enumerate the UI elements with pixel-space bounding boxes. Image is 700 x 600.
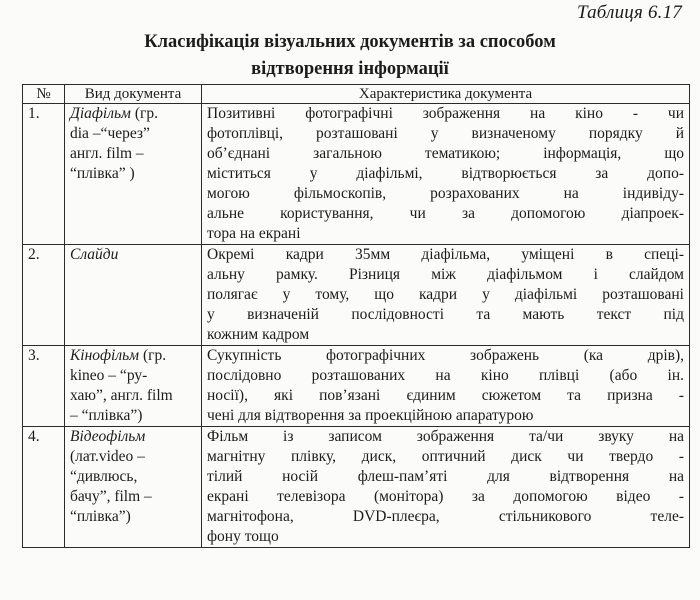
document-description-line: носії), які пов’язані єдиним сюжетом та призна - [207,387,684,404]
document-description-cell [202,104,690,245]
document-type-line [70,104,196,124]
document-description-line: послідовно розташованих на кіно плівці (або ін. [207,367,684,384]
document-type-cell [65,104,202,245]
classification-table [22,84,690,548]
document-description-line: магнітну плівку, диск, оптичний диск чи твердо - [207,448,684,465]
document-type-origin: “дивлюсь, [70,468,138,485]
document-type-name: Відеофільм [70,428,146,445]
header-type: Вид документа [65,85,202,104]
table-header-row [23,85,690,104]
document-description-line: фону тощо [207,528,279,545]
document-description-line: Окремі кадри 35мм діафільма, уміщені в спеці- [207,246,684,263]
document-description-cell [202,245,690,346]
table-title-line-1: Класифікація візуальних документів за способом [144,32,556,52]
document-type-origin: (гр. [139,347,167,364]
document-description-line: міститься у діафільмі, відтворюється за допо- [207,165,684,182]
document-type-cell [65,346,202,427]
document-type-origin: бачу”, film – [70,488,152,505]
document-type-origin: (лат.video – [70,448,145,465]
document-type-line [70,346,196,366]
document-description-cell [202,427,690,548]
document-description-line: чені для відтворення за проекційною апаратурою [207,407,534,424]
document-description-line: Сукупність фотографічних зображень (ка дрів), [207,347,684,364]
document-description-line: Фільм із записом зображення та/чи звуку на [207,428,684,445]
document-type-origin: англ. film – [70,145,144,162]
document-description-line: об’єднані загальною тематикою; інформація, що [207,145,684,162]
document-description-cell [202,346,690,427]
header-description: Характеристика документа [202,85,690,104]
table-body [23,104,690,548]
document-type-name: Діафільм [70,105,131,122]
document-type-origin: – “плівка”) [70,407,143,424]
table-title-line-2: відтворення інформації [251,59,449,79]
document-type-origin: (гр. [130,105,158,122]
table-row [23,427,690,548]
document-type-name: Кінофільм [70,347,140,364]
document-description-line: альну рамку. Різниця між діафільмом і слайдом [207,266,684,283]
document-type-origin: “плівка”) [70,508,131,525]
document-type-cell [65,427,202,548]
table-number: Таблиця 6.17 [577,2,682,23]
table-title [0,29,700,83]
document-type-origin: kineo – “ру- [70,367,148,384]
table-row [23,104,690,245]
document-type-origin: хаю”, англ. film [70,387,173,404]
document-type-name: Слайди [70,246,119,263]
table-row [23,245,690,346]
document-description-line: тілий носій флеш-пам’яті для відтворення на [207,468,684,485]
table-row [23,346,690,427]
document-description-line: полягає у тому, що кадри у діафільмі розташовані [207,286,684,303]
document-description-line: фотоплівці, розташовані у визначеному порядку й [207,125,684,142]
document-type-line [70,245,196,265]
document-type-cell [65,245,202,346]
document-description-line: Позитивні фотографічні зображення на кіно - чи [207,105,684,122]
document-description-line: магнітофона, DVD-плеєра, стільникового теле- [207,508,684,525]
row-number: 2. [23,245,65,346]
header-num: № [23,85,65,104]
document-description-line: альне користування, чи за допомогою діапроек- [207,205,684,222]
document-description-line: кожним кадром [207,326,310,343]
document-description-line: могою фільмоскопів, розрахованих на індивіду- [207,185,684,202]
row-number: 1. [23,104,65,245]
document-type-origin: “плівка” ) [70,165,135,182]
document-description-line: у визначеній послідовності та мають текст під [207,306,684,323]
document-description-line: екрані телевізора (монітора) за допомогою відео - [207,488,684,505]
document-type-line [70,427,196,447]
row-number: 4. [23,427,65,548]
document-type-origin: dia –“через” [70,125,150,142]
document-description-line: тора на екрані [207,225,301,242]
row-number: 3. [23,346,65,427]
